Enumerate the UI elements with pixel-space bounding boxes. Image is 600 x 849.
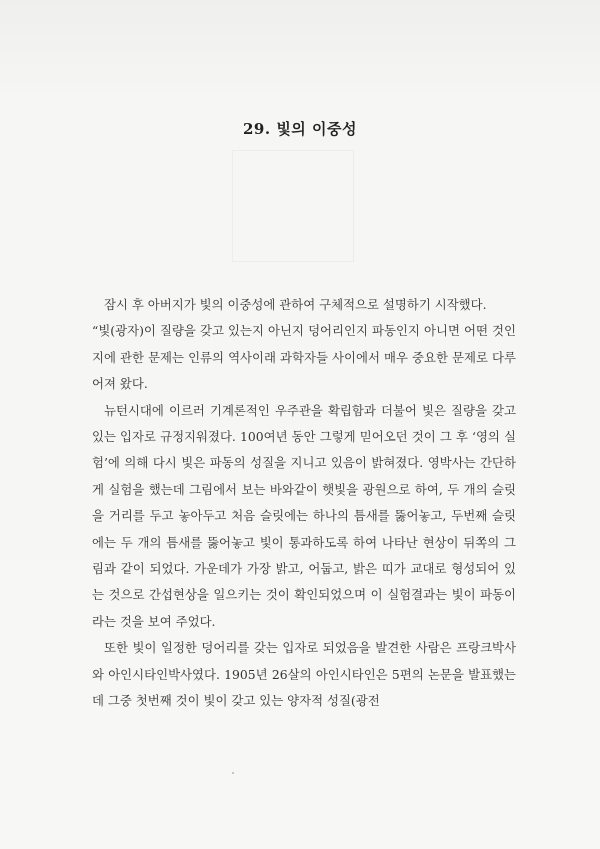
paper-speck — [232, 772, 234, 774]
paragraph-2: “빛(광자)이 질량을 갖고 있는지 아닌지 덩어리인지 파동인지 아니면 어떤 것인지에 관한 문제는 인류의 역사이래 과학자들 사이에서 매우 중요한 문제로 다루어져 왔다. — [92, 323, 516, 392]
paragraph-4: 또한 빛이 일정한 덩어리를 갖는 입자로 되었음을 발견한 사람은 프랑크박사와 아인시타인박사였다. 1905년 26살의 아인시타인은 5편의 논문을 발표했는데 그중 첫번째 것이 빛이 갖고 있는 양자적 성질(광전 — [92, 640, 516, 709]
paragraph-1: 잠시 후 아버지가 빛의 이중성에 관하여 구체적으로 설명하기 시작했다. — [104, 297, 487, 312]
paragraph-3: 뉴턴시대에 이르러 기계론적인 우주관을 확립함과 더불어 빛은 질량을 갖고 있는 입자로 규정지워졌다. 100여년 동안 그렇게 믿어오던 것이 그 후 ‘영의 실험’에 의해 다시 빛은 파동의 성질을 지니고 있음이 밝혀졌다. 영박사는 간단하게 실험을 했는데 그림에서 보는 바와같이 햇빛을 광원으로 하여, 두 개의 슬릿을 거리를 두고 놓아두고 처음 슬릿에는 하나의 틈새를 뚫어놓고, 두번째 슬릿에는 두 개의 틈새를 뚫어놓고 빛이 통과하도록 하여 나타난 현상이 뒤쪽의 그림과 같이 되었다. 가운데가 가장 밝고, 어둡고, 밝은 띠가 교대로 형성되어 있는 것으로 간섭현상을 일으키는 것이 확인되었으며 이 실험결과는 빛이 파동이라는 것을 보여 주었다. — [92, 402, 516, 629]
chapter-title: 29. 빛의 이중성 — [243, 120, 357, 138]
bleed-through-shadow — [232, 150, 354, 262]
chapter-body — [92, 292, 516, 715]
